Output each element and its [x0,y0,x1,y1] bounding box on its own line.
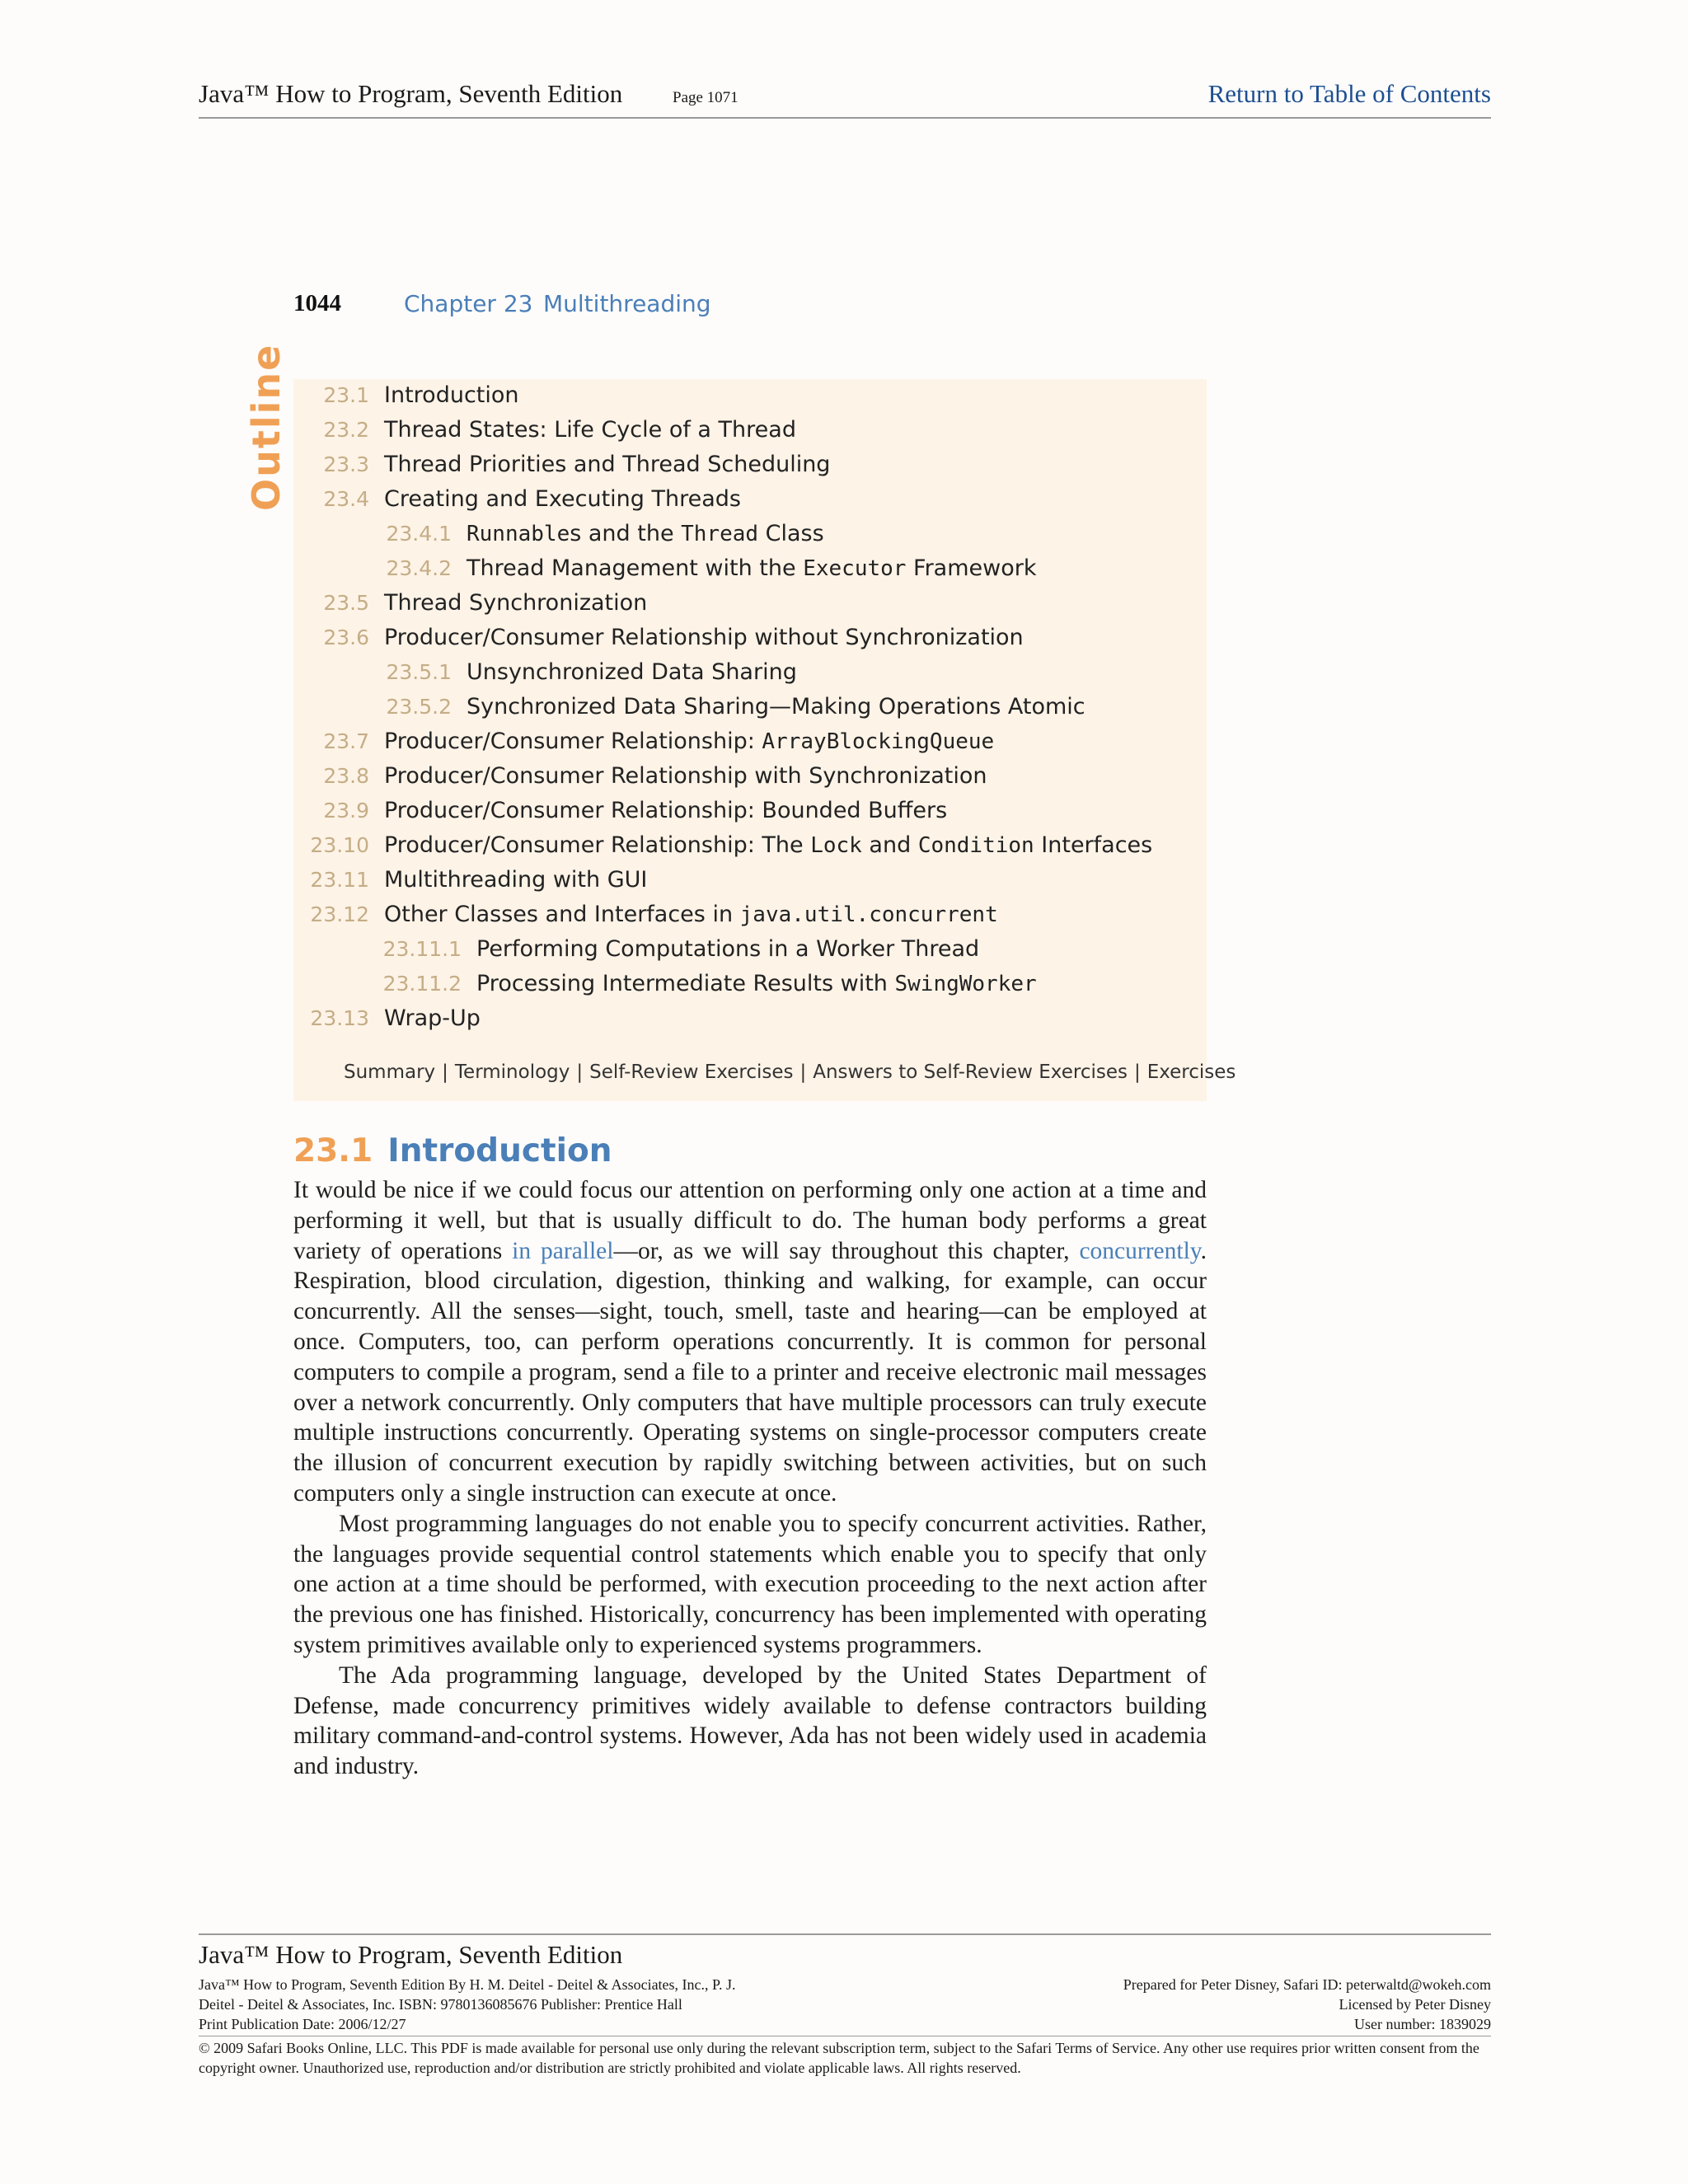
header-book-title: Java™ How to Program, Seventh Edition [199,79,623,108]
outline-item-number: 23.13 [310,1006,369,1030]
outline-item-text: Wrap-Up [384,1005,481,1031]
outline-item-text: Producer/Consumer Relationship: Bounded Buffers [384,798,948,823]
keyword-concurrently: concurrently [1079,1237,1201,1264]
outline-item-number: 23.3 [323,452,369,476]
outline-separator: | [576,1062,584,1083]
outline-link-summary: Summary [344,1062,436,1083]
outline-item [382,971,1037,996]
outline-item-number: 23.1 [323,383,369,407]
outline-item-number: 23.4.2 [386,556,452,580]
outline-item [323,763,987,789]
outline-item-text: Thread Synchronization [384,590,648,616]
footer-line: Print Publication Date: 2006/12/27 [199,2016,406,2032]
outline-item-number: 23.2 [323,418,369,442]
outline-separator: | [799,1062,807,1083]
outline-code: Executor [803,556,907,581]
return-to-toc-link[interactable]: Return to Table of Contents [1207,79,1491,108]
outline-item [323,382,519,408]
outline-item-text: Synchronized Data Sharing—Making Operations Atomic [467,694,1085,719]
page-header [199,79,1491,119]
paragraph-text: . Respiration, blood circulation, digestion, thinking and walking, for example, can occur concurrently. All the senses—sight, touch, smell, taste and hearing—can be employed at once. Computers, too, can perform operations concurrently. It is common for personal computers to compile a program, send a file to a printer and receive electronic mail messages over a network concurrently. Only computers that have multiple processors can truly execute multiple instructions concurrently. Operating systems on single-processor computers create the illusion of concurrent execution by rapidly switching between activities, but on such computers only a single instruction can execute at once. [293,1237,1207,1507]
outline-link-terminology: Terminology [454,1062,570,1083]
outline-link-exercises: Exercises [1146,1062,1236,1083]
paragraph-2: Most programming languages do not enable you to specify concurrent activities. Rather, the languages provide sequential control statements which enable you to specify that only one action at a time should be performed, with execution proceeding to the next action after the previous one has finished. Historically, concurrency has been implemented with operating system primitives available only to experienced systems programmers. [293,1510,1207,1658]
outline-link-self-review: Self-Review Exercises [589,1062,794,1083]
outline-item-text: Introduction [384,382,519,408]
paragraph-1 [293,1175,1207,1509]
outline-item-text: Framework [906,555,1037,581]
outline-link-answers: Answers to Self-Review Exercises [813,1062,1128,1083]
outline-item [323,486,741,512]
outline-item [386,555,1037,581]
footer-line: Deitel - Deitel & Associates, Inc. ISBN: 9780136085676 Publisher: Prentice Hall [199,1996,682,2013]
footer-line: Prepared for Peter Disney, Safari ID: peterwaltd@wokeh.com [1123,1976,1491,1993]
outline-item [323,590,648,616]
outline-item-text: and [861,832,918,858]
section-title: Introduction [387,1132,612,1169]
chapter-name: Multithreading [543,290,711,317]
outline-separator: | [1133,1062,1141,1083]
outline-item [310,832,1153,858]
outline-item-number: 23.11.2 [382,972,462,996]
outline-code: java.util.concurrent [739,902,998,927]
paragraph-text: —or, as we will say throughout this chapter, [613,1237,1080,1264]
outline-item-text: Thread Priorities and Thread Scheduling [384,452,831,477]
outline-item-number: 23.11.1 [382,937,462,961]
outline-item-number: 23.6 [323,626,369,649]
footer-license-info [1123,1975,1491,2034]
section-heading [293,1132,612,1169]
section-number: 23.1 [293,1132,373,1169]
outline-item [323,452,831,477]
outline-item-text: Interfaces [1034,832,1153,858]
paragraph-3: The Ada programming language, developed by the United States Department of Defense, made concurrency primitives widely available to defense contractors building military command-and-control systems. However, Ada has not been widely used in academia and industry. [293,1661,1207,1780]
outline-label: Outline [244,343,288,511]
header-page-ref: Page 1071 [673,89,738,106]
outline-item-number: 23.4.1 [386,522,452,546]
outline-separator: | [442,1062,448,1083]
footer-line: Java™ How to Program, Seventh Edition By H. M. Deitel - Deitel & Associates, Inc., P. J. [199,1976,736,1993]
footer-line: User number: 1839029 [1354,2016,1491,2032]
outline-item-number: 23.5.2 [386,695,452,719]
page-footer [199,1933,1491,2076]
outline-item-text: Creating and Executing Threads [384,486,741,512]
outline-code: Condition [917,833,1034,858]
outline-item-number: 23.5.1 [386,660,452,684]
outline-item-text: Producer/Consumer Relationship: [384,729,762,754]
outline-code: Runnable [467,522,570,546]
outline-item-text: Unsynchronized Data Sharing [467,659,797,685]
outline-item-number: 23.5 [323,591,369,615]
outline-item [386,521,824,546]
printed-page-number: 1044 [293,290,341,316]
outline-item-number: 23.10 [310,833,369,857]
outline-item [323,625,1024,650]
outline-item-text: Multithreading with GUI [384,867,648,893]
paragraph-text: It would be nice if we could focus our attention on performing only one action at a time and performing it well, but that is usually difficult to do. The human body performs a great variety of operations [293,1177,1207,1264]
outline-item-text: Producer/Consumer Relationship with Synchronization [384,763,987,789]
outline-code: ArrayBlockingQueue [762,729,995,754]
footer-publication-info [199,1975,736,2034]
outline-item-text: Other Classes and Interfaces in [384,902,740,927]
outline-item-text: Performing Computations in a Worker Thread [476,936,980,962]
outline-footer-links [344,1062,1236,1083]
outline-item [323,729,995,754]
outline-item-number: 23.8 [323,764,369,788]
footer-title: Java™ How to Program, Seventh Edition [199,1940,623,1969]
outline-item [386,694,1085,719]
outline-item [386,659,797,685]
outline-code: SwingWorker [894,972,1037,996]
outline-item [310,902,998,927]
outline-item [323,417,796,443]
chapter-outline [293,379,1236,1101]
keyword-in-parallel: in parallel [512,1237,614,1264]
outline-item-text: Producer/Consumer Relationship without Synchronization [384,625,1024,650]
outline-code: Lock [810,833,862,858]
outline-item-number: 23.9 [323,799,369,823]
outline-item-text: Thread Management with the [467,555,804,581]
chapter-number: Chapter 23 [404,290,533,317]
outline-item-text: s and the [570,521,682,546]
outline-item [382,936,980,962]
outline-item-text: Thread States: Life Cycle of a Thread [384,417,796,443]
body-text [293,1175,1207,1782]
outline-item [323,798,948,823]
outline-item-number: 23.12 [310,902,369,926]
outline-item-text: Class [758,521,824,546]
outline-item-text: Producer/Consumer Relationship: The [384,832,811,858]
footer-line: Licensed by Peter Disney [1339,1996,1491,2013]
outline-item-text: Processing Intermediate Results with [476,971,895,996]
outline-item-number: 23.7 [323,729,369,753]
footer-copyright: © 2009 Safari Books Online, LLC. This PDF is made available for personal use only during the relevant subscription term, subject to the Safari Terms of Service. Any other use requires prior written consent from the copyright owner. Unauthorized use, reproduction and/or distribution are strictly prohibited and violate applicable laws. All rights reserved. [199,2036,1491,2078]
outline-item [310,1005,481,1031]
outline-code: Thread [681,522,759,546]
outline-item [310,867,648,893]
outline-item-number: 23.4 [323,487,369,511]
outline-item-number: 23.11 [310,868,369,892]
